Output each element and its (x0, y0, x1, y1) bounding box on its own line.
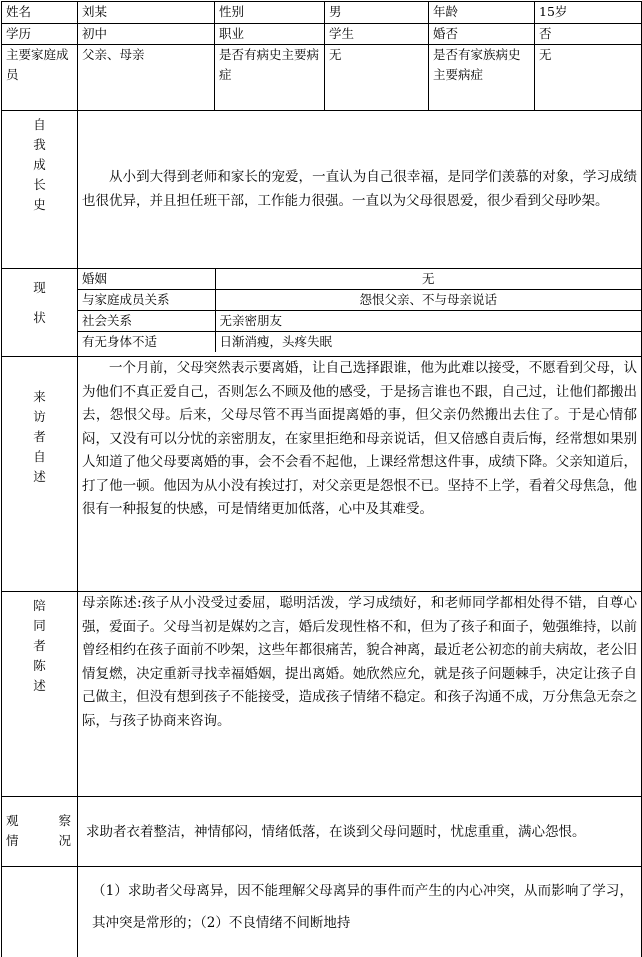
current-status-row (2, 269, 642, 357)
observation-label: 观 察 情 况 (2, 797, 78, 867)
status-marriage-value: 无 (215, 269, 641, 290)
analysis-label (2, 867, 78, 957)
basic-info-row-2 (2, 24, 642, 45)
age-value: 15岁 (535, 2, 642, 24)
observation-cell (78, 797, 642, 867)
medical-history-label: 是否有病史主要病症 (215, 45, 325, 111)
current-status-cell (78, 269, 642, 357)
family-history-value: 无 (535, 45, 642, 111)
analysis-cell (78, 867, 642, 957)
client-report-cell (78, 357, 642, 592)
name-label: 姓名 (2, 2, 78, 24)
status-health-value: 日渐消瘦，头疼失眠 (215, 332, 641, 353)
medical-history-value: 无 (325, 45, 429, 111)
age-label: 年龄 (429, 2, 535, 24)
basic-info-row-1 (2, 2, 642, 24)
growth-history-label: 自 我 成 长 史 (2, 111, 78, 269)
status-family-value: 怨恨父亲、不与母亲说话 (215, 290, 641, 311)
occupation-value: 学生 (325, 24, 429, 45)
companion-report-cell (78, 592, 642, 797)
observation-row (2, 797, 642, 867)
name-value: 刘某 (78, 2, 215, 24)
family-members-label: 主要家庭成员 (2, 45, 78, 111)
family-history-label: 是否有家族病史主要病症 (429, 45, 535, 111)
basic-info-row-3 (2, 45, 642, 111)
client-report-row (2, 357, 642, 592)
gender-value: 男 (325, 2, 429, 24)
companion-report-text: 母亲陈述:孩子从小没受过委屈，聪明活泼，学习成绩好，和老师同学都相处得不错，自尊心强，爱面子。父母当初是媒妁之言，婚后发现性格不和，但为了孩子和面子，勉强维持，以前曾经相约在孩子面前不吵架，这些年都很痛苦，貌合神离，最近老公初恋的前夫病故，老公旧情复燃，决定重新寻找幸福婚姻，提出离婚。她欣然应允，就是孩子问题棘手，决定让孩子自己做主，但没有想到孩子不能接受，造成孩子情绪不稳定。和孩子沟通不成，万分焦急无奈之际，与孩子协商来咨询。 (82, 595, 637, 729)
growth-history-cell (78, 111, 642, 269)
education-value: 初中 (78, 24, 215, 45)
client-report-text: 一个月前，父母突然表示要离婚，让自己选择跟谁，他为此难以接受，不愿看到父母，认为他们不真正爱自己，否则怎么不顾及他的感受，于是扬言谁也不跟，自己过，让他们都搬出去，怨恨父母。后来，父母尽管不再当面提离婚的事，但父亲仍然搬出去住了。于是心情郁闷，又没有可以分忧的亲密朋友，在家里拒绝和母亲说话，但又倍感自责后悔，经常想如果别人知道了他父母要离婚的事，会不会看不起他，上课经常想这件事，成绩下降。父亲知道后，打了他一顿。他因为从小没有挨过打，对父亲更是怨恨不已。坚持不上学，看着父母焦急，他很有一种报复的快感，可是情绪更加低落，心中及其难受。 (82, 360, 637, 517)
marital-value: 否 (535, 24, 642, 45)
current-status-label: 现 状 (2, 269, 78, 357)
current-status-table (78, 269, 641, 352)
case-table (1, 1, 642, 957)
occupation-label: 职业 (215, 24, 325, 45)
status-family-key: 与家庭成员关系 (78, 290, 215, 311)
status-social-value: 无亲密朋友 (215, 311, 641, 332)
analysis-text: （1）求助者父母离异，因不能理解父母离异的事件而产生的内心冲突，从而影响了学习，其冲突是常形的；（2）不良情绪不间断地持 (92, 883, 633, 931)
companion-report-row (2, 592, 642, 797)
marital-label: 婚否 (429, 24, 535, 45)
status-health-key: 有无身体不适 (78, 332, 215, 353)
observation-text: 求助者衣着整洁，神情郁闷，情绪低落，在谈到父母问题时，忧虑重重，满心怨恨。 (86, 823, 586, 840)
status-marriage-key: 婚姻 (78, 269, 215, 290)
family-members-value: 父亲、母亲 (78, 45, 215, 111)
client-report-label: 来 访 者 自 述 (2, 357, 78, 592)
analysis-row (2, 867, 642, 957)
education-label: 学历 (2, 24, 78, 45)
companion-report-label: 陪 同 者 陈 述 (2, 592, 78, 797)
growth-history-row (2, 111, 642, 269)
status-social-key: 社会关系 (78, 311, 215, 332)
growth-history-text: 从小到大得到老师和家长的宠爱，一直认为自己很幸福，是同学们羡慕的对象，学习成绩也很优异，并且担任班干部，工作能力很强。一直以为父母很恩爱，很少看到父母吵架。 (82, 169, 637, 209)
gender-label: 性别 (215, 2, 325, 24)
